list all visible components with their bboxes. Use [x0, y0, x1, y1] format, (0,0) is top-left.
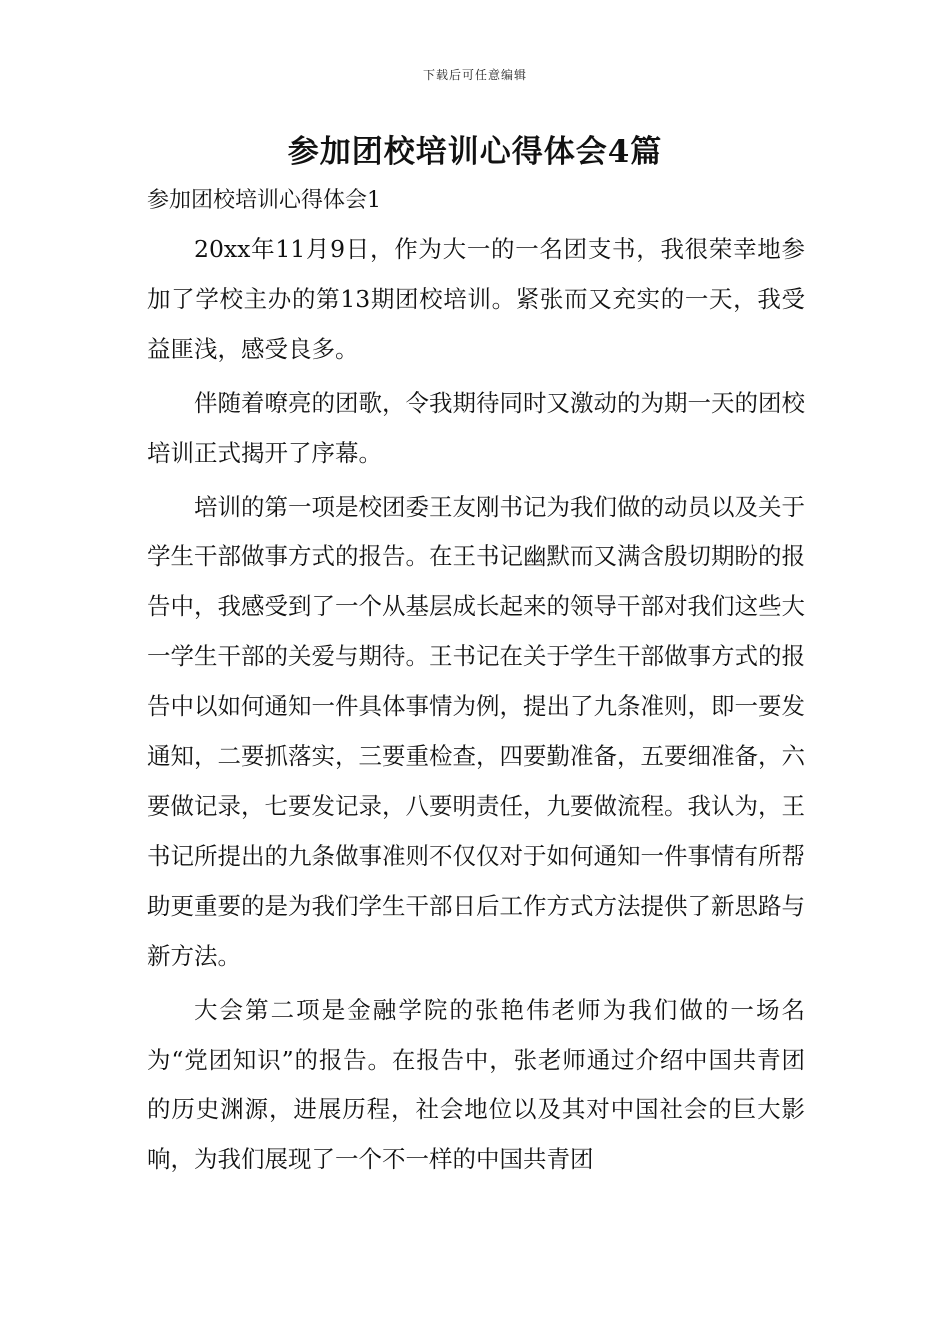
section-heading: 参加团校培训心得体会1 [147, 188, 381, 213]
paragraph: 培训的第一项是校团委王友刚书记为我们做的动员以及关于学生干部做事方式的报告。在王书记幽默而又满含殷切期盼的报告中，我感受到了一个从基层成长起来的领导干部对我们这些大一学生干部的关爱与期待。王书记在关于学生干部做事方式的报告中以如何通知一件具体事情为例，提出了九条准则，即一要发通知，二要抓落实，三要重检查，四要勤准备，五要细准备，六要做记录，七要发记录，八要明责任，九要做流程。我认为，王书记所提出的九条做事准则不仅仅对于如何通知一件事情有所帮助更重要的是为我们学生干部日后工作方式方法提供了新思路与新方法。 [147, 492, 805, 970]
paragraph: 大会第二项是金融学院的张艳伟老师为我们做的一场名为“党团知识”的报告。在报告中，张老师通过介绍中国共青团的历史渊源，进展历程，社会地位以及其对中国社会的巨大影响，为我们展现了一个不一样的中国共青团 [147, 995, 805, 1174]
header-note: 下载后可任意编辑 [422, 68, 527, 82]
paragraph: 20xx年11月9日，作为大一的一名团支书，我很荣幸地参加了学校主办的第13期团校培训。紧张而又充实的一天，我受益匪浅，感受良多。 [147, 235, 805, 363]
document-body [147, 225, 805, 1189]
document-title: 参加团校培训心得体会4篇 [287, 134, 663, 170]
paragraph: 伴随着嘹亮的团歌，令我期待同时又激动的为期一天的团校培训正式揭开了序幕。 [147, 388, 805, 467]
